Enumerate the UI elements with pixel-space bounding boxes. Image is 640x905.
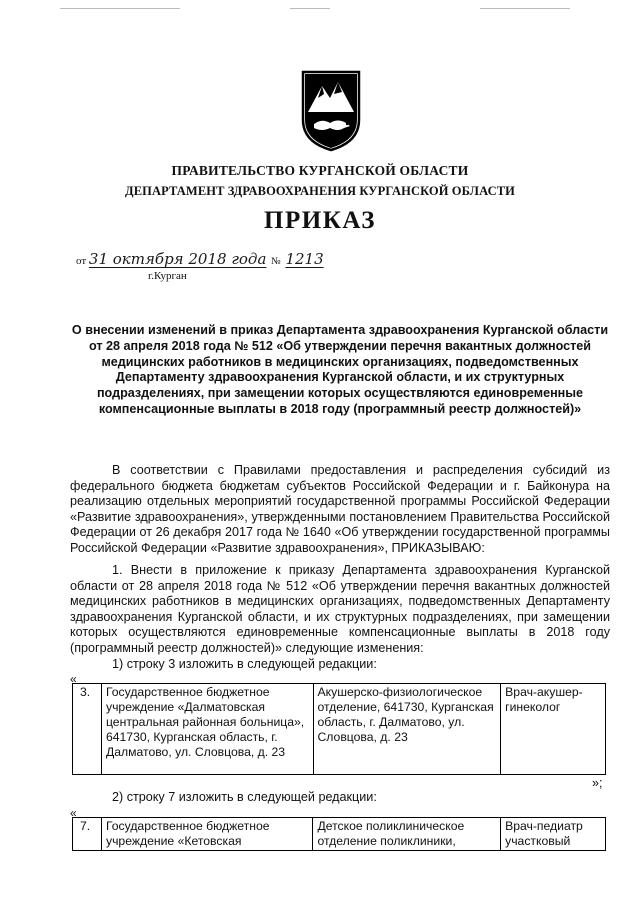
number-label: № (271, 256, 281, 267)
date-prefix: от (76, 255, 87, 267)
org-name-government: ПРАВИТЕЛЬСТВО КУРГАНСКОЙ ОБЛАСТИ (171, 163, 469, 178)
preamble-paragraph: В соответствии с Правилами предоставления и распределения субсидий из федерального бюджета бюджетам субъектов Российской Федерации и г. Байконура на реализацию отдельных мероприятий государственной программы Российской Федерации «Развитие здравоохранения», утвержденными постановлением Правительства Российской Федерации от 26 декабря 2017 года № 1640 «Об утверждении государственной программы Российской Федерации «Развитие здравоохранения», ПРИКАЗЫВАЮ: (70, 463, 610, 555)
item-2-text: 2) строку 7 изложить в следующей редакции: (112, 790, 377, 804)
department-cell: Детское поликлиническое отделение поликлиники, (313, 818, 501, 851)
document-type-title: ПРИКАЗ (264, 207, 376, 234)
organization-cell: Государственное бюджетное учреждение «Кетовская (101, 818, 313, 851)
date-number-line (76, 250, 324, 268)
handwritten-date: 31 октября 2018 года (88, 250, 267, 268)
replacement-row-table-7 (72, 817, 606, 851)
city-name: г.Курган (148, 270, 187, 282)
org-name-department: ДЕПАРТАМЕНТ ЗДРАВООХРАНЕНИЯ КУРГАНСКОЙ ОБЛАСТИ (125, 184, 515, 198)
row-number-cell: 7. (73, 818, 102, 851)
row-number-cell: 3. (73, 684, 102, 775)
department-cell: Акушерско-физиологическое отделение, 641730, Курганская область, г. Далматово, ул. Словцова, д. 23 (313, 684, 501, 775)
handwritten-number: 1213 (285, 250, 324, 268)
quote-open-mark-2: « (70, 806, 77, 820)
clause-1-paragraph: 1. Внести в приложение к приказу Департамента здравоохранения Курганской области от 28 апреля 2018 года № 512 «Об утверждении перечня вакантных должностей медицинских работников в медицинских организациях, подведомственных Департаменту здравоохранения Курганской области, и их структурных подразделениях, при замещении которых осуществляются единовременные компенсационные выплаты в 2018 году (программный реестр должностей)» следующие изменения: (70, 563, 610, 655)
quote-close-mark: »; (592, 776, 603, 790)
table-row (73, 818, 606, 851)
replacement-row-table-3 (72, 683, 606, 775)
kurgan-coat-of-arms-icon (300, 68, 362, 152)
position-cell: Врач-педиатр участковый (501, 818, 606, 851)
position-cell: Врач-акушер-гинеколог (501, 684, 606, 775)
item-1-text: 1) строку 3 изложить в следующей редакции: (112, 657, 377, 671)
organization-cell: Государственное бюджетное учреждение «Далматовская центральная районная больница», 641730, Курганская область, г. Далматово, ул. Словцова, д. 23 (101, 684, 313, 775)
order-heading: О внесении изменений в приказ Департамента здравоохранения Курганской области от 28 апреля 2018 года № 512 «Об утверждении перечня вакантных должностей медицинских работников в медицинских организациях, подведомственных Департаменту здравоохранения Курганской области, и их структурных подразделениях, при замещении которых осуществляются единовременные компенсационные выплаты в 2018 году (программный реестр должностей)» (71, 323, 609, 416)
quote-open-mark: « (70, 672, 77, 686)
table-row (73, 684, 606, 775)
